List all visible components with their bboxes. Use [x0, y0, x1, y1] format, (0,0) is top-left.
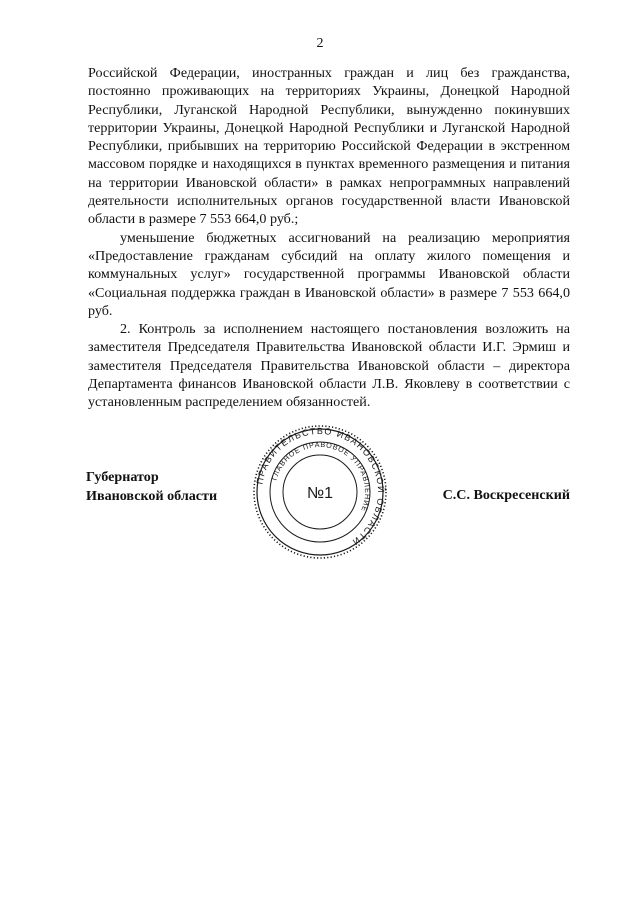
signature-title	[86, 468, 217, 505]
official-seal-stamp	[252, 424, 388, 560]
paragraph-control: 2. Контроль за исполнением настоящего постановления возложить на заместителя Председателя Правительства Ивановской области И.Г. Эрмиш и заместителя Председателя Правительства Ивановской области – директора Департамента финансов Ивановской области Л.В. Яковлеву в соответствии с установленным распределением обязанностей.	[88, 321, 570, 411]
signature-title-line2: Ивановской области	[86, 487, 218, 504]
seal-center-number: №1	[306, 485, 334, 502]
seal-inner-ring-text: ГЛАВНОЕ ПРАВОВОЕ УПРАВЛЕНИЕ	[269, 439, 373, 514]
signatory-name: С.С. Воскресенский	[442, 487, 570, 503]
seal-ring-text: ПРАВИТЕЛЬСТВО ИВАНОВСКОЙ ОБЛАСТИ	[254, 425, 387, 548]
document-body	[88, 64, 570, 412]
paragraph-continuation: Российской Федерации, иностранных граждан и лиц без гражданства, постоянно проживающих на территориях Украины, Донецкой Народной Республики, Луганской Народной Республики, вынужденно покинувших территории Украины, Донецкой Народной Республики и Луганской Народной Республики, прибывших на территорию Российской Федерации в экстренном массовом порядке и находящихся в пунктах временного размещения и питания на территории Ивановской области» в рамках непрограммных направлений деятельности исполнительных органов государственной власти Ивановской области в размере 7 553 664,0 руб.;	[88, 65, 570, 228]
paragraph-budget-reduction: уменьшение бюджетных ассигнований на реализацию мероприятия «Предоставление гражданам субсидий на оплату жилого помещения и коммунальных услуг» государственной программы Ивановской области «Социальная поддержка граждан в Ивановской области» в размере 7 553 664,0 руб.	[88, 229, 570, 319]
page-number: 2	[316, 36, 324, 51]
signature-title-line1: Губернатор	[86, 469, 159, 485]
